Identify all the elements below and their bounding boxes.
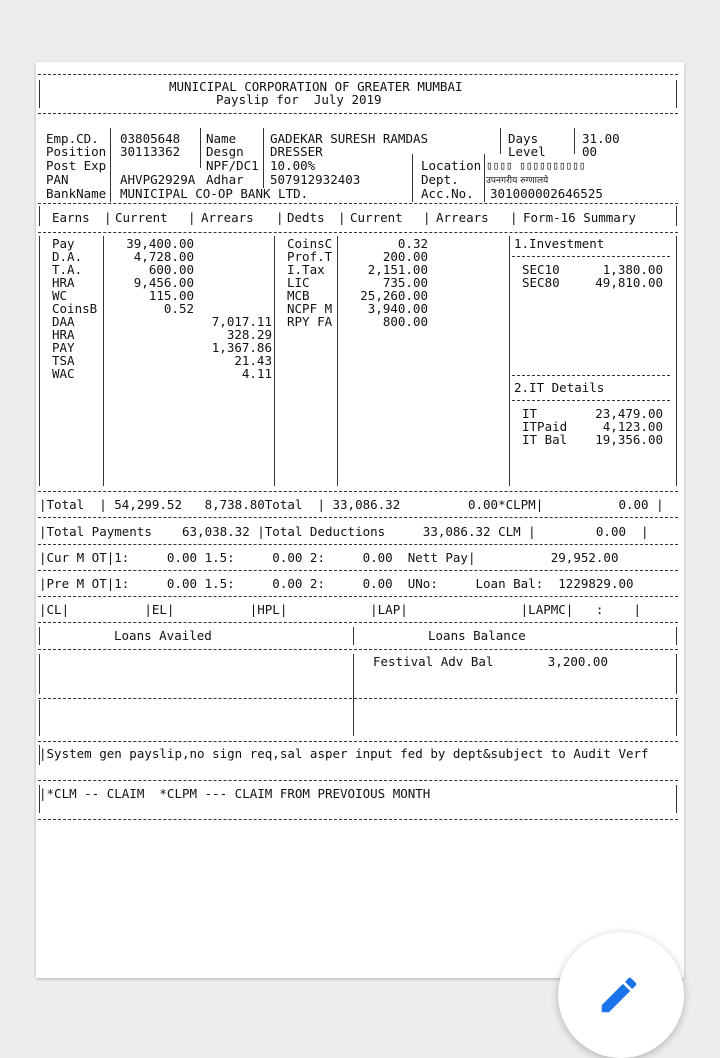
- col-earns: Earns: [52, 210, 90, 225]
- earning-label: WAC: [52, 366, 75, 381]
- npf-value: 10.00%: [270, 158, 316, 173]
- col-dedts: Dedts: [287, 210, 325, 225]
- earning-current: 115.00: [148, 288, 194, 303]
- position-value: 30113362: [120, 144, 181, 159]
- leave-line: |CL| |EL| |HPL| |LAP| |LAPMC| : |: [39, 602, 642, 617]
- empcd-value: 03805648: [120, 131, 181, 146]
- name-label: Name: [206, 131, 237, 146]
- org-title: MUNICIPAL CORPORATION OF GREATER MUMBAI: [169, 79, 463, 94]
- border: [676, 206, 677, 226]
- divider: [38, 113, 678, 114]
- border: [353, 654, 354, 736]
- level-value: 00: [582, 144, 598, 159]
- bank-value: MUNICIPAL CO-OP BANK LTD.: [120, 186, 309, 201]
- earning-arrears: 21.43: [234, 353, 272, 368]
- border: [353, 627, 354, 645]
- adhar-value: 507912932403: [270, 172, 361, 187]
- border: [39, 654, 40, 694]
- border: [676, 700, 677, 736]
- divider: [38, 819, 678, 820]
- it-title: 2.IT Details: [514, 380, 605, 395]
- border: [200, 128, 201, 168]
- earning-label: TSA: [52, 353, 75, 368]
- days-label: Days: [508, 131, 539, 146]
- loans-availed-title: Loans Availed: [114, 628, 212, 643]
- earning-current: 39,400.00: [126, 236, 194, 251]
- totals-line: |Total | 54,299.52 8,738.80Total | 33,086.32 0.00*CLPM| 0.00 |: [39, 497, 664, 512]
- earning-current: 4,728.00: [133, 249, 194, 264]
- divider: [38, 517, 678, 518]
- pan-label: PAN: [46, 172, 69, 187]
- divider: [38, 570, 678, 571]
- border: [412, 154, 413, 202]
- dept-value: उपनगरीय रुग्णालये: [486, 176, 549, 186]
- loan-balance-label: Festival Adv Bal: [373, 654, 494, 669]
- divider: [512, 256, 670, 257]
- border: [263, 128, 264, 188]
- deduction-label: I.Tax: [287, 262, 325, 277]
- acc-label: Acc.No.: [421, 186, 474, 201]
- it-label: IT Bal: [522, 432, 568, 447]
- invest-value: 49,810.00: [595, 275, 663, 290]
- cur-ot-line: |Cur M OT|1: 0.00 1.5: 0.00 2: 0.00 Nett Pay| 29,952.00: [39, 550, 619, 565]
- border: [103, 236, 104, 486]
- deduction-current: 2,151.00: [367, 262, 428, 277]
- earning-label: WC: [52, 288, 68, 303]
- deduction-current: 25,260.00: [360, 288, 428, 303]
- earning-current: 9,456.00: [133, 275, 194, 290]
- it-label: ITPaid: [522, 419, 568, 434]
- divider: [512, 375, 670, 376]
- earning-label: DAA: [52, 314, 75, 329]
- col-current2: Current: [350, 210, 403, 225]
- empcd-label: Emp.CD.: [46, 131, 99, 146]
- border: [484, 154, 485, 202]
- border: [574, 128, 575, 154]
- total-payments-line: |Total Payments 63,038.32 |Total Deductions 33,086.32 CLM | 0.00 |: [39, 524, 649, 539]
- divider: [38, 596, 678, 597]
- earning-label: HRA: [52, 327, 75, 342]
- pencil-icon: [596, 972, 642, 1018]
- earning-label: D.A.: [52, 249, 83, 264]
- it-value: 19,356.00: [595, 432, 663, 447]
- desgn-value: DRESSER: [270, 144, 323, 159]
- border: [39, 627, 40, 645]
- border: [39, 206, 40, 226]
- level-label: Level: [508, 144, 546, 159]
- divider: [38, 622, 678, 623]
- invest-label: SEC10: [522, 262, 560, 277]
- legend-note: |*CLM -- CLAIM *CLPM --- CLAIM FROM PREVOIOUS MONTH: [39, 786, 431, 801]
- earning-label: HRA: [52, 275, 75, 290]
- deduction-current: 735.00: [382, 275, 428, 290]
- it-label: IT: [522, 406, 538, 421]
- deduction-label: RPY FA: [287, 314, 333, 329]
- days-value: 31.00: [582, 131, 620, 146]
- deduction-label: MCB: [287, 288, 310, 303]
- deduction-label: CoinsC: [287, 236, 333, 251]
- earning-label: T.A.: [52, 262, 83, 277]
- system-note: |System gen payslip,no sign req,sal asper input fed by dept&subject to Audit Verf: [39, 746, 649, 761]
- edit-fab-button[interactable]: [558, 932, 684, 1058]
- divider: [38, 698, 678, 699]
- invest-value: 1,380.00: [602, 262, 663, 277]
- earning-label: CoinsB: [52, 301, 98, 316]
- divider: [38, 780, 678, 781]
- it-value: 23,479.00: [595, 406, 663, 421]
- border: [39, 236, 40, 486]
- divider: [38, 232, 678, 233]
- loans-balance-title: Loans Balance: [428, 628, 526, 643]
- desgn-label: Desgn: [206, 144, 244, 159]
- loan-balance-value: 3,200.00: [547, 654, 608, 669]
- dept-label: Dept.: [421, 172, 459, 187]
- deduction-current: 800.00: [382, 314, 428, 329]
- pan-value: AHVPG2929A: [120, 172, 196, 187]
- col-arrears: Arrears: [201, 210, 254, 225]
- earning-label: PAY: [52, 340, 75, 355]
- payslip-period: Payslip for July 2019: [216, 92, 382, 107]
- pre-ot-line: |Pre M OT|1: 0.00 1.5: 0.00 2: 0.00 UNo: Loan Bal: 1229829.00: [39, 576, 634, 591]
- postexp-label: Post Exp: [46, 158, 107, 173]
- border: [676, 654, 677, 694]
- it-value: 4,123.00: [602, 419, 663, 434]
- earning-arrears: 7,017.11: [211, 314, 272, 329]
- position-label: Position: [46, 144, 107, 159]
- divider: [38, 203, 678, 204]
- deduction-label: LIC: [287, 275, 310, 290]
- border: [676, 627, 677, 645]
- bank-label: BankName: [46, 186, 107, 201]
- col-arrears2: Arrears: [436, 210, 489, 225]
- earning-arrears: 4.11: [241, 366, 272, 381]
- border: [676, 80, 677, 108]
- earning-arrears: 328.29: [226, 327, 272, 342]
- location-label: Location: [421, 158, 482, 173]
- border: [110, 128, 111, 202]
- border: [676, 236, 677, 486]
- acc-value: 301000002646525: [490, 186, 603, 201]
- divider: [512, 400, 670, 401]
- col-current: Current: [115, 210, 168, 225]
- col-form16: Form-16 Summary: [523, 210, 636, 225]
- border: [39, 700, 40, 736]
- border: [676, 785, 677, 813]
- divider: [38, 741, 678, 742]
- border: [337, 236, 338, 486]
- border: [39, 80, 40, 108]
- adhar-label: Adhar: [206, 172, 244, 187]
- divider: [38, 544, 678, 545]
- deduction-label: Prof.T: [287, 249, 333, 264]
- name-value: GADEKAR SURESH RAMDAS: [270, 131, 429, 146]
- border: [274, 236, 275, 486]
- npf-label: NPF/DC1: [206, 158, 259, 173]
- deduction-current: 200.00: [382, 249, 428, 264]
- border: [500, 128, 501, 154]
- border: [509, 236, 510, 486]
- earning-label: Pay: [52, 236, 75, 251]
- earning-current: 0.52: [163, 301, 194, 316]
- deduction-current: 0.32: [397, 236, 428, 251]
- earning-current: 600.00: [148, 262, 194, 277]
- location-value: ▯▯▯▯ ▯▯▯▯▯▯▯▯▯▯: [486, 159, 586, 172]
- investment-title: 1.Investment: [514, 236, 605, 251]
- divider: [38, 74, 678, 75]
- deduction-label: NCPF M: [287, 301, 333, 316]
- earning-arrears: 1,367.86: [211, 340, 272, 355]
- divider: [38, 491, 678, 492]
- invest-label: SEC80: [522, 275, 560, 290]
- deduction-current: 3,940.00: [367, 301, 428, 316]
- divider: [38, 649, 678, 650]
